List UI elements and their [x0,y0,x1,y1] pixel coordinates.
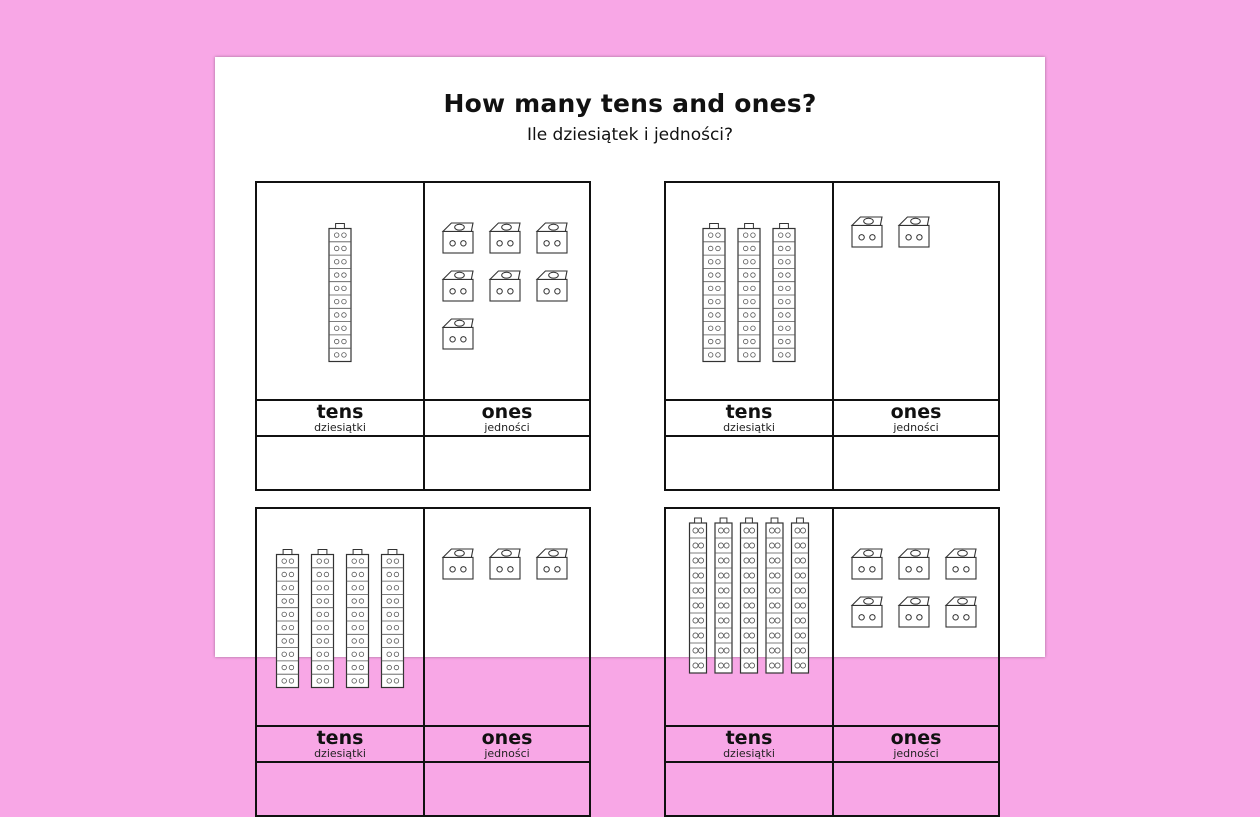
tens-blocks [666,509,832,725]
tens-picture-area [257,509,425,725]
ones-label-polish: jedności [484,421,530,434]
unit-cube-icon [852,549,882,579]
unit-cube-icon [537,223,567,253]
unit-cube-icon [899,217,929,247]
problem-card-3 [255,507,591,817]
unit-cube-icon [443,271,473,301]
problem-card-1 [255,181,591,491]
worksheet-page [215,57,1045,760]
unit-cube-icon [852,217,882,247]
ten-rod-icon [792,518,809,673]
ten-rod-icon [703,224,725,362]
ones-label-polish: jedności [484,747,530,760]
unit-cube-icon [443,319,473,349]
unit-cube-icon [537,549,567,579]
tens-picture-area [666,183,834,399]
ones-picture-area [834,183,998,399]
unit-cube-icon [946,597,976,627]
tens-label: tens [725,727,773,749]
tens-label-polish: dziesiątki [723,747,775,760]
ones-label-polish: jedności [893,747,939,760]
ten-rod-icon [738,224,760,362]
unit-cube-icon [490,223,520,253]
problem-card-2 [664,181,1000,491]
ten-rod-icon [329,224,351,362]
ten-rod-icon [312,550,334,688]
tens-header [666,725,834,763]
ones-picture-area [834,509,998,725]
unit-cube-icon [852,597,882,627]
tens-label: tens [316,401,364,423]
problem-card-4 [664,507,1000,817]
ten-rod-icon [347,550,369,688]
ones-label: ones [890,401,942,423]
unit-cube-icon [537,271,567,301]
tens-label: tens [316,727,364,749]
ones-answer-box[interactable] [834,763,998,815]
tens-picture-area [666,509,834,725]
unit-cube-icon [899,597,929,627]
unit-cube-icon [946,549,976,579]
tens-blocks [666,183,832,399]
tens-answer-box[interactable] [666,437,834,489]
unit-cube-icon [490,271,520,301]
tens-answer-box[interactable] [666,763,834,815]
ones-header [425,725,589,763]
ones-header [834,399,998,437]
worksheet-title: How many tens and ones? [443,89,817,118]
unit-cube-icon [443,223,473,253]
tens-label: tens [725,401,773,423]
ones-blocks [425,509,591,725]
ten-rod-icon [773,224,795,362]
tens-label-polish: dziesiątki [314,421,366,434]
ones-label-polish: jedności [893,421,939,434]
ones-picture-area [425,183,589,399]
ones-label: ones [481,401,533,423]
unit-cube-icon [443,549,473,579]
worksheet-subtitle: Ile dziesiątek i jedności? [526,125,734,145]
ones-answer-box[interactable] [425,437,589,489]
ones-blocks [834,509,1000,725]
ten-rod-icon [277,550,299,688]
unit-cube-icon [490,549,520,579]
unit-cube-icon [899,549,929,579]
tens-picture-area [257,183,425,399]
ones-blocks [834,183,1000,399]
tens-header [257,725,425,763]
ten-rod-icon [741,518,758,673]
ten-rod-icon [382,550,404,688]
ten-rod-icon [690,518,707,673]
tens-header [257,399,425,437]
ones-answer-box[interactable] [425,763,589,815]
tens-label-polish: dziesiątki [314,747,366,760]
tens-label-polish: dziesiątki [723,421,775,434]
ones-header [834,725,998,763]
tens-blocks [257,509,423,725]
tens-answer-box[interactable] [257,763,425,815]
tens-header [666,399,834,437]
ten-rod-icon [766,518,783,673]
tens-answer-box[interactable] [257,437,425,489]
ones-header [425,399,589,437]
ones-picture-area [425,509,589,725]
tens-blocks [257,183,423,399]
ones-blocks [425,183,591,399]
ones-label: ones [890,727,942,749]
ones-label: ones [481,727,533,749]
ones-answer-box[interactable] [834,437,998,489]
ten-rod-icon [715,518,732,673]
